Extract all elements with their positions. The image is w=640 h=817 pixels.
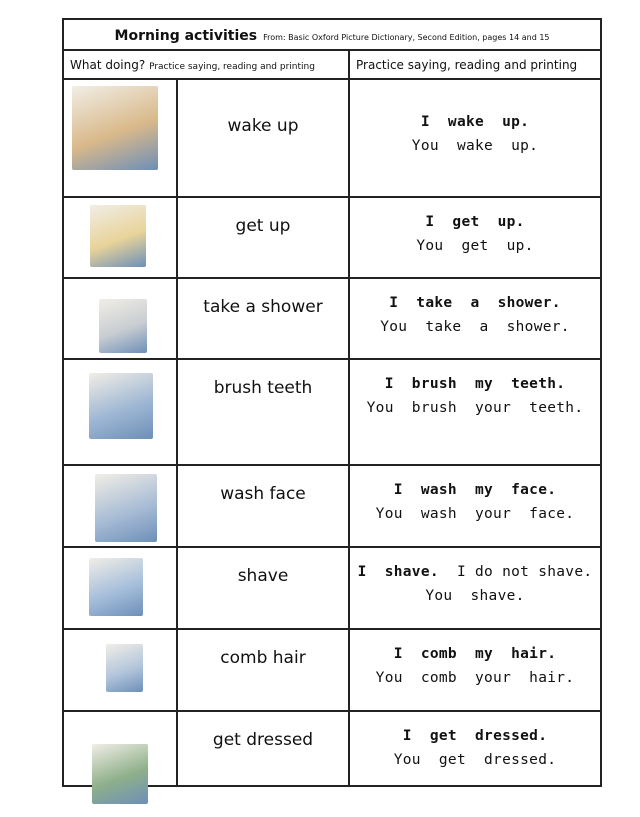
activity-label: wash face xyxy=(177,465,349,547)
table-row xyxy=(63,465,601,547)
table-row xyxy=(63,79,601,197)
activity-picture xyxy=(72,86,158,170)
picture-cell xyxy=(63,629,177,711)
source-note: From: Basic Oxford Picture Dictionary, Second Edition, pages 14 and 15 xyxy=(263,33,550,42)
table-row xyxy=(63,547,601,629)
activity-picture xyxy=(95,474,157,542)
picture-cell xyxy=(63,278,177,359)
header-sub: Practice saying, reading and printing xyxy=(149,61,315,72)
activity-picture xyxy=(89,373,153,439)
you-sentence: You brush your teeth. xyxy=(366,400,584,416)
you-sentence: You get dressed. xyxy=(393,752,557,768)
activity-picture xyxy=(90,205,146,267)
activity-label: shave xyxy=(177,547,349,629)
header-col2: Practice saying, reading and printing xyxy=(349,50,601,79)
page-title: Morning activities xyxy=(114,28,258,44)
i-sentence: I get dressed. xyxy=(402,728,548,744)
you-sentence: You shave. xyxy=(425,588,525,604)
i-sentence: I wake up. xyxy=(420,114,530,130)
i-sentence: I take a shower. xyxy=(389,295,561,311)
table-row xyxy=(63,629,601,711)
table-row xyxy=(63,711,601,786)
sentence-cell xyxy=(349,465,601,547)
header-main: What doing? xyxy=(70,57,146,72)
activity-label: brush teeth xyxy=(177,359,349,465)
picture-cell xyxy=(63,711,177,786)
table-row xyxy=(63,197,601,278)
activity-picture xyxy=(99,299,147,353)
activity-label: get up xyxy=(177,197,349,278)
you-sentence: You take a shower. xyxy=(380,319,570,335)
sentence-cell xyxy=(349,79,601,197)
negative-sentence: I do not shave. xyxy=(456,564,593,580)
i-sentence: I shave. xyxy=(357,564,439,580)
you-sentence: You wake up. xyxy=(411,138,539,154)
sentence-cell xyxy=(349,629,601,711)
i-sentence: I wash my face. xyxy=(393,482,557,498)
i-sentence: I brush my teeth. xyxy=(384,376,566,392)
activity-label: take a shower xyxy=(177,278,349,359)
picture-cell xyxy=(63,79,177,197)
picture-cell xyxy=(63,359,177,465)
sentence-cell xyxy=(349,711,601,786)
picture-cell xyxy=(63,465,177,547)
activities-table xyxy=(62,18,602,787)
activity-label: get dressed xyxy=(177,711,349,786)
picture-cell xyxy=(63,547,177,629)
activity-label: comb hair xyxy=(177,629,349,711)
i-sentence: I get up. xyxy=(425,214,525,230)
activity-picture xyxy=(106,644,143,692)
activity-label: wake up xyxy=(177,79,349,197)
table-row xyxy=(63,278,601,359)
title-cell xyxy=(63,19,601,50)
sentence-cell xyxy=(349,278,601,359)
sentence-cell xyxy=(349,547,601,629)
sentence-cell xyxy=(349,359,601,465)
i-sentence: I comb my hair. xyxy=(393,646,557,662)
picture-cell xyxy=(63,197,177,278)
you-sentence: You get up. xyxy=(416,238,534,254)
activity-picture xyxy=(92,744,148,804)
sentence-cell xyxy=(349,197,601,278)
header-col1 xyxy=(63,50,349,79)
you-sentence: You comb your hair. xyxy=(375,670,575,686)
table-row xyxy=(63,359,601,465)
you-sentence: You wash your face. xyxy=(375,506,575,522)
activity-picture xyxy=(89,558,143,616)
